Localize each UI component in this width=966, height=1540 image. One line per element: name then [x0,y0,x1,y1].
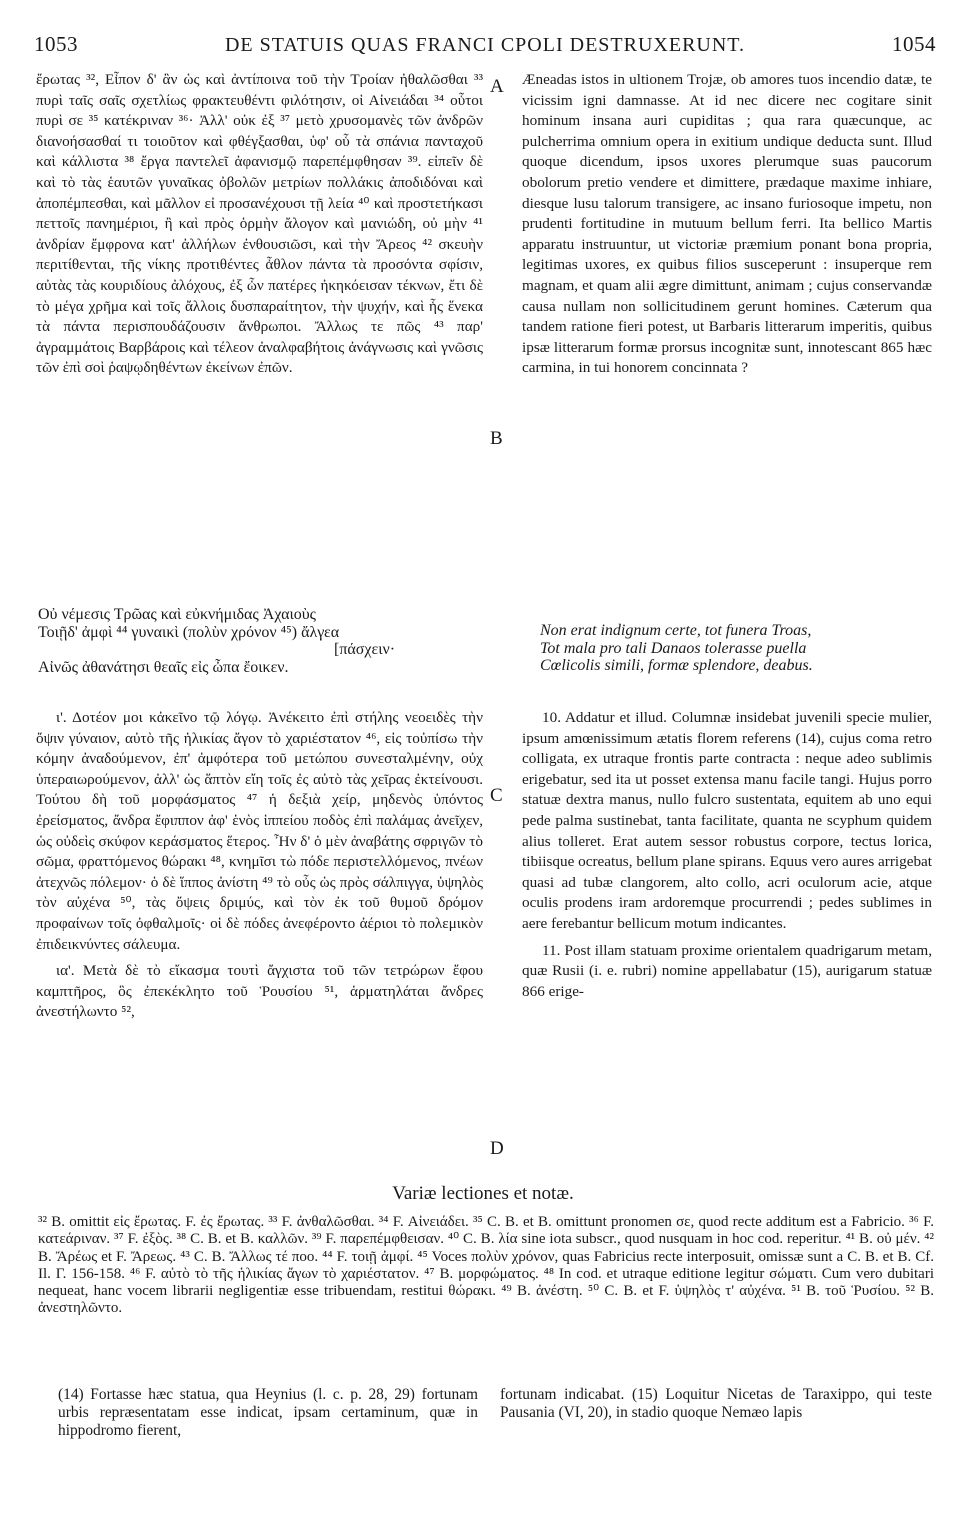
latin-column-mid [522,708,932,1002]
latin-paragraph: Æneadas istos in ultionem Trojæ, ob amores tuos incendio datæ, te vicissim igni damnasse. At id nec dicere nec cogitare sinit hominum insana auri cupiditas ; qua rara quæcunque, ac pulcherrima omnium opera in exitium undique deducta sunt. Illud quoque dicendum, ipsos uxores plerumque suas paucorum obolorum pretio vendere et dimittere, prædaque maxime inhiare, diesque lusu talorum transigere, ac insano furiosoque impetu, non prudenti fortitudine in mutuum bellum ferri. Ita bellico Martis apparatu instruuntur, ut victoriæ præmium ponant bona propria, legitimas uxores, ex quibus filios susceperunt : insuperque rem magnam, et quam alii ægre dimittunt, animam ; cujus conservandæ causa nullam non sollicitudinem gerunt homines. Cæterum qua tandem ratione fieri potest, ut Barbaris litterarum imperitis, quibus ipsæ litterarum formæ prorsus incognitæ sunt, innotescant 865 hæc carmina, in tui honorem concinnata ? [522,71,932,377]
greek-verse-line: [πάσχειν· [334,641,396,658]
greek-verse-line: Τοιῇδ' ἀμφὶ ⁴⁴ γυναικὶ (πολὺν χρόνον ⁴⁵) ἄλγεα [38,623,340,641]
greek-verse-line: Αἰνῶς ἀθανάτησι θεαῖς εἰς ὦπα ἔοικεν. [38,658,289,676]
page-number-right: 1054 [892,32,936,56]
greek-paragraph: ἔρωτας ³², Εἶπον δ' ἂν ὡς καὶ ἀντίποινα τοῦ τὴν Τροίαν ἠθαλῶσθαι ³³ πυρὶ ταῖς σαῖς σχετλίως φρακτευθέντι φιλότησιν, οἱ Αἰνειάδαι ³⁴ οὗτοι πυρὶ σε ³⁵ κατέκριναν ³⁶· Ἀλλ' οὐκ ἐξ ³⁷ μετὸ χρυσομανὲς τῶν ἀνδρῶν διανοήσασθαί τι τοιοῦτον καὶ φθέγξασθαι, ὑφ' οὗ τὰ σπάνια πανταχοῦ καὶ κάλλιστα ³⁸ ἔργα παντελεῖ ἀφανισμῷ παρεπέμφθησαν ³⁹. εἰπεῖν δὲ καὶ τὸ τὰς ἑαυτῶν γυναῖκας ὀβολῶν μετρίων πολλάκις ἀποδιδόναι καὶ ἀποπέμπεσθαι, καὶ μᾶλλον εἰ προσανέχουσι τῇ λεία ⁴⁰ καὶ προστετήκασι πεττοῖς πανημέριοι, ἢ καὶ πρὸς ὁρμὴν ἄλογον καὶ μανιώδη, οὐ μὴν ⁴¹ ἀνδρίαν ἔμφρονα κατ' ἀλλήλων ἐνθουσιῶσι, καὶ τὴν Ἄρεος ⁴² σκευὴν περιτίθενται, τῆς νίκης προτιθέντες ἆθλον πάντα τὰ προσόντα σφίσιν, αὐτὰς τὰς κουριδίους ἀλόχους, ἐξ ὧν πατέρες ἠκηκόεισαν τέκνων, ἔτι δὲ τὸ μέγα χρῆμα καὶ τοῖς ἄλλοις δυσπαραίτητον, τὴν ψυχήν, καὶ ἧς ἕνεκα τὰ πάντα περισπουδάζουσιν ἄνθρωποι. Ἄλλως τε πῶς ⁴³ παρ' ἀγραμμάτοις Βαρβάροις καὶ τέλεον ἀναλφαβήτοις ἀνάγνωσις καὶ γνῶσις τῶν ἐπὶ σοὶ ῥαψῳδηθέντων ἐκείνων ἐπῶν. [36,71,483,377]
margin-marker-d: D [490,1138,504,1159]
margin-marker-c: C [490,785,503,806]
page-number-left: 1053 [34,32,78,56]
greek-column-top [36,70,483,379]
greek-verse [38,606,395,676]
greek-section-10: ι'. Δοτέον μοι κἀκεῖνο τῷ λόγῳ. Ἀνέκειτο ἐπὶ στήλης νεοειδὲς τὴν ὄψιν γύναιον, αὐτὸ τῆς ἡλικίας ἄγον τὸ χαριέστατον ⁴⁶, εἰς τοὐπίσω τὴν κόμην ἀναδούμενον, ἐπ' ἀμφότερα τοῦ μετώπου συνεσταλμένην, οὐχ ὑπεραιωρούμενον, ἀλλ' ὡς ἅπτὸν εἴη τοῖς ἐς αὐτὸ τὰς χεῖρας ἐκτείνουσι. Τούτου δὴ τοῦ μορφάσματος ⁴⁷ ἡ δεξιὰ χείρ, μηδενὸς ὑπόντος ἐρείσματος, ἄνδρα ἔφιππον ἀφ' ἑνὸς ἱππείου ποδὸς ἐπὶ παλάμας ἀνεῖχεν, ὡς οὐδεὶς σκύφον κεράσματος ἕτερος. Ἦν δ' ὁ μὲν ἀναβάτης σφριγῶν τὸ σῶμα, φραττόμενος θώρακι ⁴⁸, κνημῖσι τὼ πόδε περιστελλόμενος, πνέων ἀτεχνῶς πόλεμον· ὁ δὲ ἵππος ἀνίστη ⁴⁹ τὸ οὖς ὡς πρὸς σάλπιγγα, ὑψηλὸς τὸν αὐχένα ⁵⁰, τὰς ὄψεις δριμύς, καὶ τὸν ἐκ τοῦ θυμοῦ δρόμον προφαίνων τοῖς ὀφθαλμοῖς· οἱ δὲ πόδες ἀνεφέροντο ἀέριοι τὸ πολεμικὸν ἐπιδεικνύντες σάλευμα. [36,709,483,953]
margin-marker-b: B [490,428,503,449]
latin-verse [540,622,813,675]
running-title: DE STATUIS QUAS FRANCI CPOLI DESTRUXERUNT. [224,34,746,56]
latin-column-top [522,70,932,379]
greek-verse-line: Οὐ νέμεσις Τρῶας καὶ εὐκνήμιδας Ἀχαιοὺς [38,606,317,623]
latin-verse-line: Cœlicolis simili, formæ splendore, deabus. [540,657,813,674]
latin-verse-line: Non erat indignum certe, tot funera Troas, [540,622,812,639]
critical-notes: ³² B. omittit εἰς ἔρωτας. F. ἐς ἔρωτας. ³³ F. ἀνθαλῶσθαι. ³⁴ F. Αἰνειάδει. ³⁵ C. B. et B. omittunt pronomen σε, quod recte additum est a Fabricio. ³⁶ F. κατεάριναν. ³⁷ F. ἐξὸς. ³⁸ C. B. et B. καλλῶν. ³⁹ F. παρεπέμφθεισαν. ⁴⁰ C. B. λία sine iota subscr., quod nusquam in hoc cod. reperitur. ⁴¹ B. οὐ μέν. ⁴² B. Ἄρέως et F. Ἄρεως. ⁴³ C. B. Ἄλλως τέ πoo. ⁴⁴ F. τοιῇ ἀμφί. ⁴⁵ Voces πολὺν χρόνον, quas Fabricius recte interposuit, omissæ sunt a C. B. et B. Cf. Il. Γ. 156-158. ⁴⁶ F. αὐτὸ τὸ τῆς ἡλικίας ἄγων τὸ χαριέστατον. ⁴⁷ B. μορφώματος. ⁴⁸ In cod. et utraque editione legitur σώματι. Cum vero dubitari nequeat, hanc vocem librarii negligentiæ esse tribuendam, restitui θώρακι. ⁴⁹ B. ἀνέστη. ⁵⁰ C. B. et F. ὑψηλὸς τ' αὐχένα. ⁵¹ B. τοῦ Ῥυσίου. ⁵² B. ἀνεστηλῶντο. [38,1214,934,1317]
notes-heading: Variæ lectiones et notæ. [392,1183,574,1204]
greek-column-mid [36,708,483,1023]
latin-section-11: 11. Post illam statuam proxime orientalem quadrigarum metam, quæ Rusii (i. e. rubri) nomine appellabatur (15), aurigarum statuæ 866 erige- [522,941,932,1000]
latin-verse-line: Tot mala pro tali Danaos tolerasse puella [540,639,807,657]
footnote-right: fortunam indicabat. (15) Loquitur Nicetas de Taraxippo, qui teste Pausania (VI, 20), in stadio quoque Nemæo lapis [500,1386,932,1421]
page-header [34,32,936,58]
latin-section-10: 10. Addatur et illud. Columnæ insidebat juvenili specie mulier, ipsum amœnissimum ætatis florem referens (14), cujus coma retro colligata, ex utraque frontis parte contracta : neque adeo sublimis erigebatur, sed ita ut posset extensa manu facile tangi. Hujus porro statuæ dextra manus, nullo fulcro sustentata, equitem ab uno equi pede palma sustinebat, tanta facilitate, quanta ne scyphum quidem alius tolleret. Erat autem sessor robustus corpore, tectus lorica, tibiisque ocreatus, bellum plane spirans. Equus vero aures arrigebat quasi ad tubæ clangorem, alto collo, acri oculorum acie, atque oculis prodens iram ardoremque procurrendi ; pedes sublimes in aere ferebantur bellicum motum indicantes. [522,709,932,932]
footnote-left: (14) Fortasse hæc statua, qua Heynius (l. c. p. 28, 29) fortunam urbis repræsentatam esse indicat, ipsam certaminum, quæ in hippodromo fierent, [58,1386,478,1439]
margin-marker-a: A [490,76,504,97]
greek-section-11: ια'. Μετὰ δὲ τὸ εἴκασμα τουτὶ ἄγχιστα τοῦ τῶν τετρώρων ἔφου καμπτῆρος, ὃς ἐπεκέκλητο τοῦ Ῥουσίου ⁵¹, ἁρματηλάται ἄνδρες ἀνεστήλωντο ⁵², [36,962,483,1021]
